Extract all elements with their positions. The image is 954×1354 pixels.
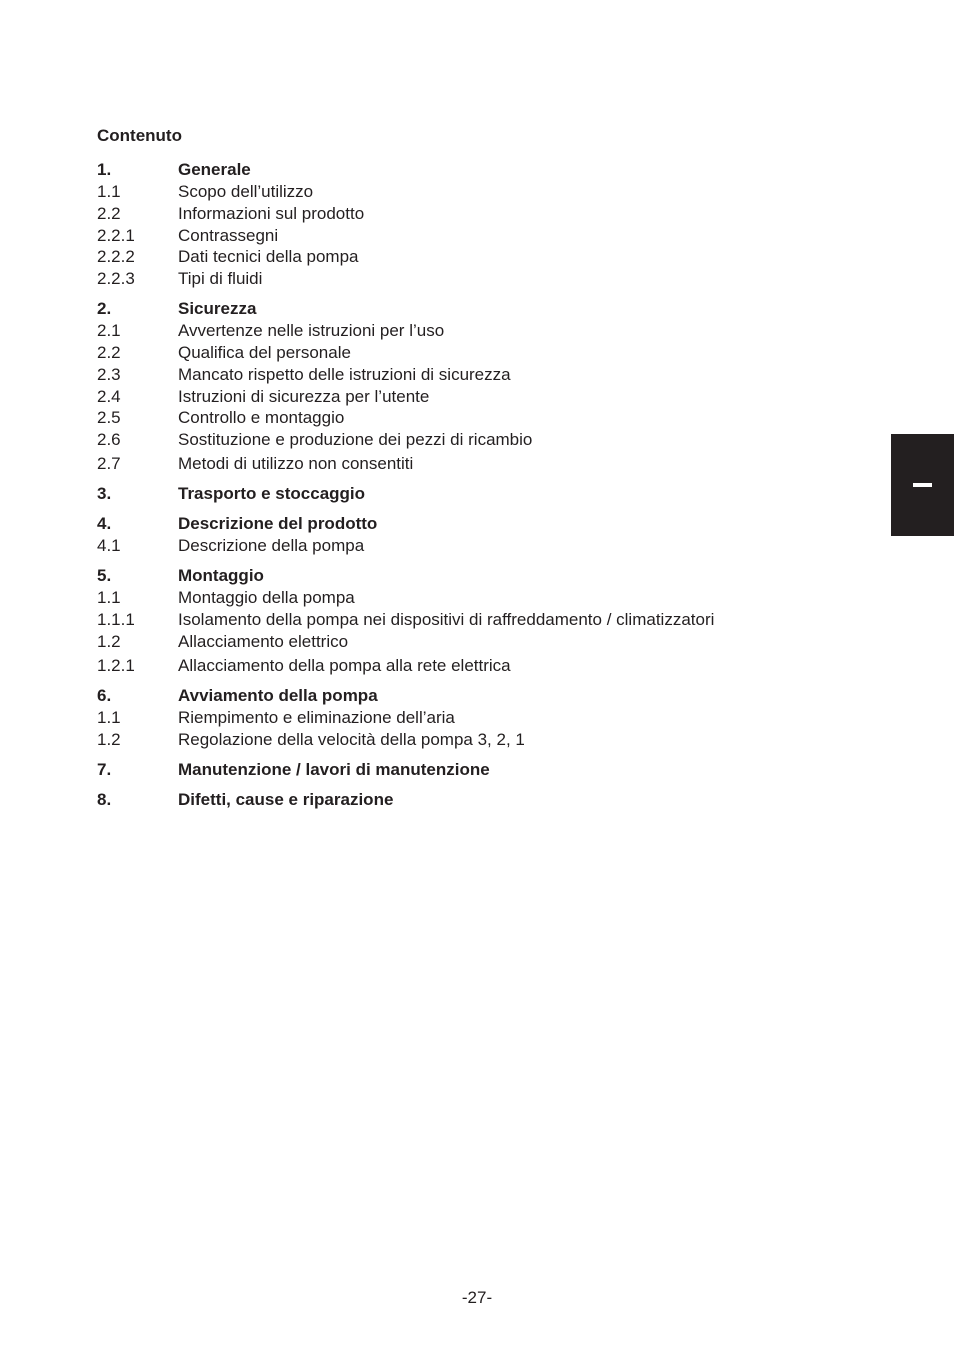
toc-entry-number: 1.1 (97, 588, 121, 607)
toc-entry (97, 365, 511, 385)
toc-entry (97, 686, 378, 706)
toc-entry-text: Controllo e montaggio (178, 408, 345, 427)
toc-entry-number: 2.5 (97, 408, 121, 427)
toc-entry-text: Avviamento della pompa (178, 686, 378, 705)
toc-entry-number: 2. (97, 299, 112, 318)
toc-entry (97, 536, 364, 556)
toc-entry-text: Manutenzione / lavori di manutenzione (178, 760, 490, 779)
toc-entry (97, 430, 532, 450)
page-number: -27- (461, 1288, 493, 1307)
toc-entry-text: Informazioni sul prodotto (178, 204, 365, 223)
toc-entry-number: 2.6 (97, 430, 121, 449)
toc-entry (97, 343, 351, 363)
toc-entry-text: Descrizione del prodotto (178, 514, 378, 533)
toc-entry (97, 454, 413, 474)
toc-entry-number: 1.1.1 (97, 610, 135, 629)
toc-entry (97, 730, 525, 750)
toc-entry (97, 790, 393, 810)
toc-entry (97, 408, 344, 428)
toc-entry-text: Trasporto e stoccaggio (178, 484, 366, 503)
toc-entry-number: 2.4 (97, 387, 121, 406)
toc-entry-text: Generale (178, 160, 251, 179)
toc-entry-number: 4. (97, 514, 112, 533)
toc-entry (97, 387, 429, 407)
toc-entry (97, 321, 444, 341)
language-tab-marker (913, 483, 932, 487)
toc-entry (97, 610, 714, 630)
toc-entry-text: Qualifica del personale (178, 343, 351, 362)
toc-entry-number: 2.3 (97, 365, 121, 384)
toc-entry-number: 3. (97, 484, 112, 503)
toc-entry-number: 5. (97, 566, 112, 585)
toc-entry-number: 2.2.2 (97, 247, 135, 266)
toc-entry-text: Difetti, cause e riparazione (178, 790, 394, 809)
toc-entry (97, 247, 358, 267)
toc-entry-number: 1.2 (97, 632, 121, 651)
toc-entry-number: 2.2.1 (97, 226, 135, 245)
toc-entry (97, 226, 278, 246)
toc-entry (97, 514, 377, 534)
toc-entry-text: Riempimento e eliminazione dell’aria (178, 708, 455, 727)
toc-entry-number: 6. (97, 686, 112, 705)
toc-entry (97, 484, 365, 504)
toc-entry-number: 1.1 (97, 182, 121, 201)
toc-entry-text: Allacciamento della pompa alla rete elettrica (178, 656, 511, 675)
toc-entry-text: Scopo dell’utilizzo (178, 182, 314, 201)
toc-entry-number: 8. (97, 790, 112, 809)
toc-entry (97, 182, 313, 202)
language-tab (891, 434, 954, 536)
toc-entry-text: Descrizione della pompa (178, 536, 365, 555)
toc-entry-text: Avvertenze nelle istruzioni per l’uso (178, 321, 445, 340)
toc-entry-text: Dati tecnici della pompa (178, 247, 359, 266)
toc-entry-number: 4.1 (97, 536, 121, 555)
toc-title: Contenuto (97, 126, 182, 145)
toc-entry (97, 269, 262, 289)
toc-entry-number: 2.2 (97, 204, 121, 223)
toc-entry (97, 160, 251, 180)
toc-entry-number: 1.1 (97, 708, 121, 727)
toc-entry-text: Montaggio della pompa (178, 588, 355, 607)
toc-entry (97, 566, 264, 586)
toc-entry-text: Regolazione della velocità della pompa 3, 2, 1 (178, 730, 525, 749)
toc-entry-number: 7. (97, 760, 112, 779)
toc-entry (97, 760, 490, 780)
toc-entry-number: 1.2 (97, 730, 121, 749)
toc-entry-text: Istruzioni di sicurezza per l’utente (178, 387, 430, 406)
toc-entry (97, 656, 511, 676)
toc-entry-number: 2.7 (97, 454, 121, 473)
toc-entry-text: Mancato rispetto delle istruzioni di sicurezza (178, 365, 511, 384)
toc-entry-number: 2.1 (97, 321, 121, 340)
toc-entry-text: Montaggio (178, 566, 264, 585)
toc-entry-text: Allacciamento elettrico (178, 632, 349, 651)
toc-entry (97, 588, 355, 608)
toc-entry-text: Sostituzione e produzione dei pezzi di ricambio (178, 430, 533, 449)
toc-entry-text: Tipi di fluidi (178, 269, 263, 288)
toc-entry-text: Isolamento della pompa nei dispositivi di raffreddamento / climatizzatori (178, 610, 715, 629)
toc-entry-text: Sicurezza (178, 299, 257, 318)
toc-entry-number: 1.2.1 (97, 656, 135, 675)
toc-entry-number: 2.2.3 (97, 269, 135, 288)
toc-entry-number: 1. (97, 160, 112, 179)
toc-entry-text: Metodi di utilizzo non consentiti (178, 454, 414, 473)
toc-entry (97, 632, 348, 652)
toc-entry-text: Contrassegni (178, 226, 279, 245)
toc-entry (97, 299, 256, 319)
toc-entry (97, 708, 455, 728)
toc-entry-number: 2.2 (97, 343, 121, 362)
toc-entry (97, 204, 364, 224)
